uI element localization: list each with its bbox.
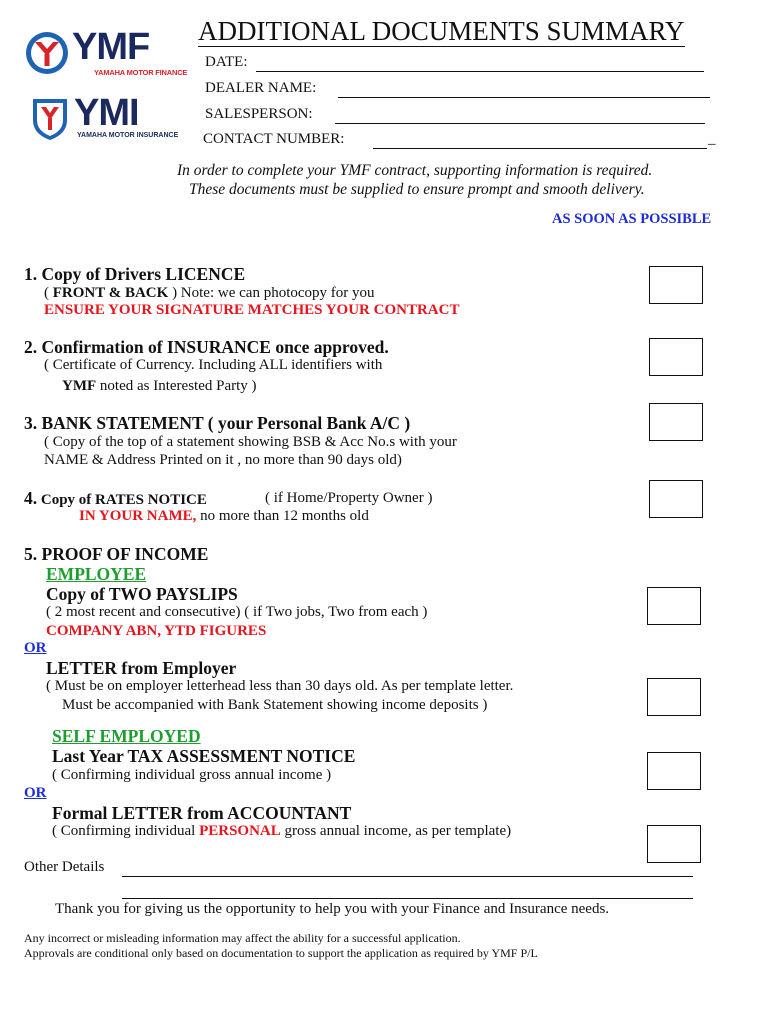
ymf-emblem-icon [24,30,70,76]
contact-number-label: CONTACT NUMBER: [203,131,345,147]
section-1-note-text: ) Note: we can photocopy for you [168,285,375,301]
section-4-checkbox[interactable] [649,480,703,518]
date-label: DATE: [205,54,248,70]
dealer-name-label: DEALER NAME: [205,80,317,96]
ymf-logo-sub: YAMAHA MOTOR FINANCE [94,68,188,77]
letter-title: LETTER from Employer [46,658,237,678]
section-2-checkbox[interactable] [649,338,703,376]
accountant-note-a: ( Confirming individual [52,823,200,839]
letter-checkbox[interactable] [647,678,701,716]
section-1-note [44,285,375,302]
payslips-checkbox[interactable] [647,587,701,625]
accountant-note-b: gross annual income, as per template) [280,823,512,839]
section-1-warning: ENSURE YOUR SIGNATURE MATCHES YOUR CONTRACT [44,302,460,318]
or-label-1: OR [24,640,47,656]
section-3-line-1: ( Copy of the top of a statement showing BSB & Acc No.s with your [44,434,457,450]
section-4-red: IN YOUR NAME, [79,508,197,524]
accountant-checkbox[interactable] [647,825,701,863]
contact-number-field[interactable] [373,148,707,149]
disclaimer-1: Any incorrect or misleading information may affect the ability for a successful application. [24,931,461,945]
section-2-title: 2. Confirmation of INSURANCE once approved. [24,337,389,357]
payslips-title: Copy of TWO PAYSLIPS [46,584,238,604]
ymi-logo [30,92,179,146]
contact-number-tail: _ [708,131,716,147]
other-details-field-1[interactable] [122,876,693,877]
section-4-line [79,508,369,525]
accountant-note-red: PERSONAL [199,823,281,839]
intro-line-1: In order to complete your YMF contract, supporting information is required. [177,162,653,179]
payslips-red: COMPANY ABN, YTD FIGURES [46,623,267,639]
section-2-ymf: YMF [62,378,97,394]
ymf-logo-text: YMF [72,26,150,68]
letter-line-1: ( Must be on employer letterhead less than 30 days old. As per template letter. [46,678,514,694]
dealer-name-field[interactable] [338,97,710,98]
tax-checkbox[interactable] [647,752,701,790]
payslips-note: ( 2 most recent and consecutive) ( if Two jobs, Two from each ) [46,604,428,620]
section-2-line-2 [62,378,257,395]
section-1-title: 1. Copy of Drivers LICENCE [24,264,246,284]
ymi-logo-sub: YAMAHA MOTOR INSURANCE [77,132,179,139]
ymi-shield-icon [30,96,70,142]
date-field[interactable] [256,71,704,72]
tax-title: Last Year TAX ASSESSMENT NOTICE [52,746,356,766]
tax-note: ( Confirming individual gross annual income ) [52,767,332,783]
salesperson-field[interactable] [335,123,705,124]
ymf-logo [24,26,188,80]
section-4-title: Copy of RATES NOTICE [37,492,207,508]
section-2-line-1b: . Including ALL identifiers with [190,357,383,373]
other-details-field-2[interactable] [122,898,693,899]
employee-heading: EMPLOYEE [46,564,147,584]
accountant-title: Formal LETTER from ACCOUNTANT [52,803,352,823]
disclaimer-2: Approvals are conditional only based on documentation to support the application as required by YMF P/L [24,946,538,960]
section-1-paren: ( [44,285,53,301]
intro-line-2: These documents must be supplied to ensure prompt and smooth delivery. [189,181,645,198]
accountant-note [52,823,511,840]
section-3-title: 3. BANK STATEMENT ( your Personal Bank A/C ) [24,413,411,433]
other-details-label: Other Details [24,859,105,875]
section-4-num: 4. [24,488,38,508]
section-2-line-1 [44,357,382,374]
or-label-2: OR [24,785,47,801]
ymi-logo-text: YMI [74,92,139,134]
section-4-paren: ( if Home/Property Owner ) [265,490,433,506]
page-title: ADDITIONAL DOCUMENTS SUMMARY [198,16,685,46]
thank-you-text: Thank you for giving us the opportunity to help you with your Finance and Insurance needs. [55,901,610,917]
section-1-checkbox[interactable] [649,266,703,304]
section-2-line-2b: noted as Interested Party ) [96,378,257,394]
section-5-title: 5. PROOF OF INCOME [24,544,209,564]
section-4-rest: no more than 12 months old [196,508,369,524]
urgent-notice: AS SOON AS POSSIBLE [552,211,712,227]
section-3-checkbox[interactable] [649,403,703,441]
section-1-front-back: FRONT & BACK [52,285,169,301]
section-3-line-2: NAME & Address Printed on it , no more than 90 days old) [44,452,402,468]
section-2-line-1a: ( Certificate of Currency [44,357,191,373]
salesperson-label: SALESPERSON: [205,106,313,122]
section-4-title-row [24,488,207,509]
letter-line-2: Must be accompanied with Bank Statement showing income deposits ) [62,697,488,713]
self-employed-heading: SELF EMPLOYED [52,726,201,746]
